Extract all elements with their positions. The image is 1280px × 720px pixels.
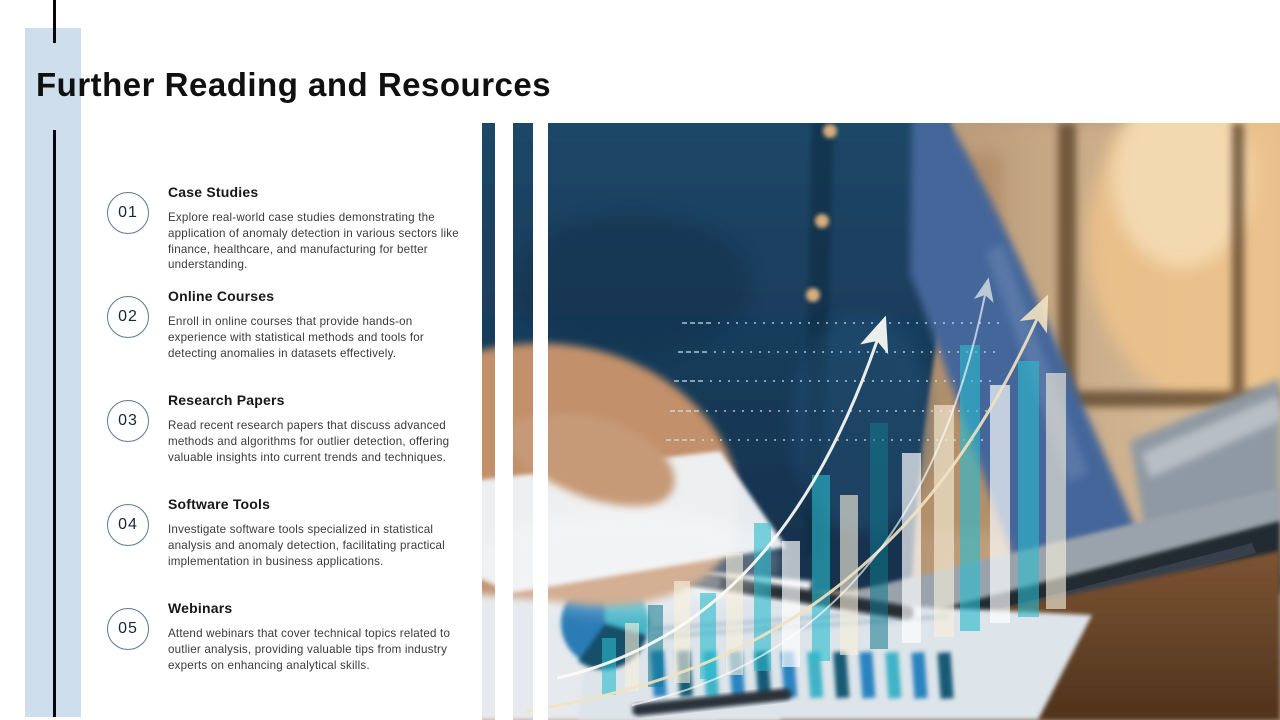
list-item: [107, 600, 479, 673]
item-heading: Case Studies: [168, 184, 259, 200]
hero-photo: [482, 123, 1280, 720]
item-number-badge: [107, 296, 149, 338]
list-item: [107, 288, 479, 361]
item-number-badge: [107, 608, 149, 650]
item-number-badge: [107, 400, 149, 442]
item-body: Investigate software tools specialized in statistical analysis and anomaly detection, facilitating practical implementation in business applications.: [168, 523, 445, 568]
item-number: 02: [118, 308, 138, 325]
item-heading: Webinars: [168, 600, 233, 616]
list-item: [107, 496, 479, 569]
hero-photo-illustration: [482, 123, 1280, 720]
item-body: Enroll in online courses that provide hands-on experience with statistical methods and tools for detecting anomalies in datasets effectively.: [168, 315, 424, 360]
item-number-badge: [107, 192, 149, 234]
item-number-badge: [107, 504, 149, 546]
photo-slice-gap: [495, 123, 513, 720]
item-number: 05: [118, 620, 138, 637]
photo-slice-gap: [533, 123, 548, 720]
page-title: Further Reading and Resources: [36, 66, 552, 103]
accent-line-main: [53, 130, 56, 717]
item-heading: Software Tools: [168, 496, 271, 512]
item-heading: Online Courses: [168, 288, 275, 304]
item-body: Explore real-world case studies demonstrating the application of anomaly detection in various sectors like finance, healthcare, and manufacturing for better understanding.: [168, 211, 459, 272]
item-number: 03: [118, 412, 138, 429]
item-heading: Research Papers: [168, 392, 285, 408]
item-number: 04: [118, 516, 138, 533]
item-body: Attend webinars that cover technical topics related to outlier analysis, providing valuable tips from industry experts on enhancing analytical skills.: [168, 627, 451, 672]
list-item: [107, 392, 479, 465]
list-item: [107, 184, 479, 273]
item-number: 01: [118, 204, 138, 221]
item-body: Read recent research papers that discuss advanced methods and algorithms for outlier detection, offering valuable insights into current trends and techniques.: [168, 419, 450, 464]
accent-line-top: [53, 0, 56, 43]
